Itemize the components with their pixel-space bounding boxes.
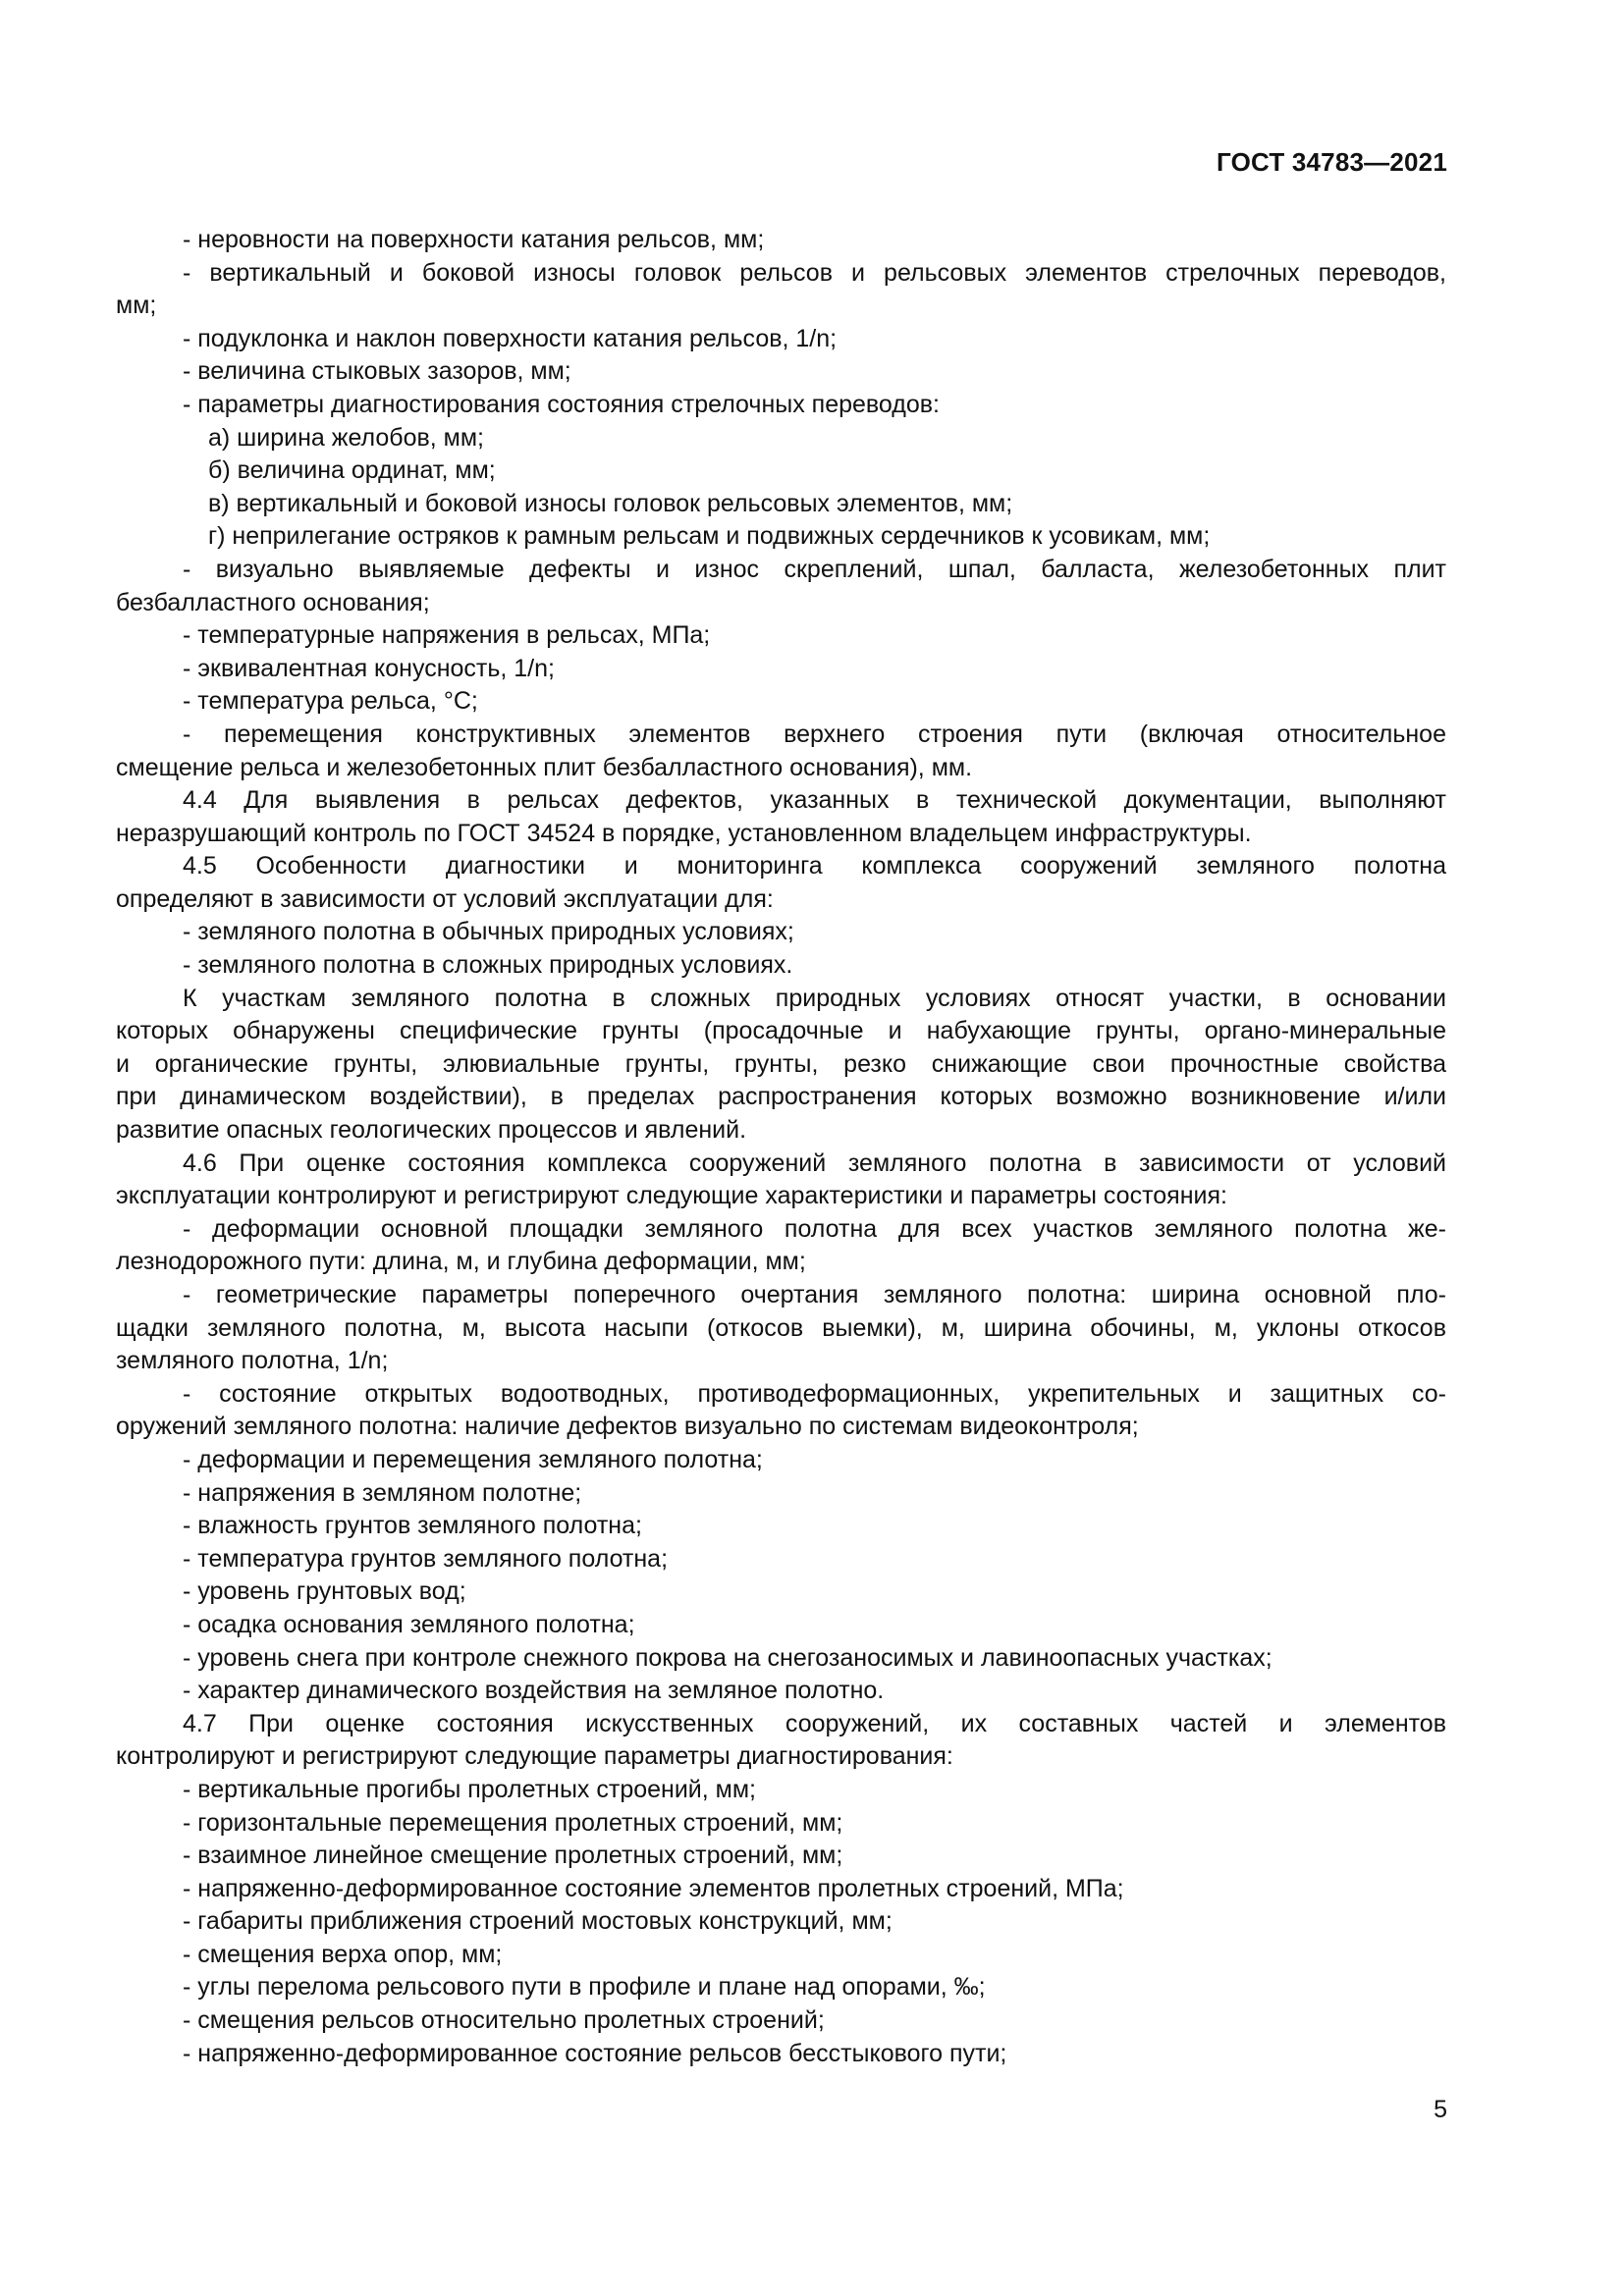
text-line: - подуклонка и наклон поверхности катания рельсов, 1/n; — [183, 324, 838, 352]
text-line: - напряженно-деформированное состояние рельсов бесстыкового пути; — [183, 2039, 1007, 2067]
text-line: смещение рельса и железобетонных плит безбалластного основания), мм. — [116, 753, 973, 781]
text-line: - геометрические параметры поперечного очертания земляного полотна: ширина основной пло- — [183, 1281, 1446, 1308]
text-line: - визуально выявляемые дефекты и износ скреплений, шпал, балласта, железобетонных плит — [183, 555, 1446, 583]
document-code-header: ГОСТ 34783—2021 — [1217, 147, 1447, 177]
text-line: - параметры диагностирования состояния стрелочных переводов: — [183, 390, 940, 418]
text-line: - смещения верха опор, мм; — [183, 1940, 503, 1968]
text-line: - габариты приближения строений мостовых конструкций, мм; — [183, 1907, 893, 1936]
text-line: - состояние открытых водоотводных, противодеформационных, укрепительных и защитных со- — [183, 1379, 1446, 1408]
text-line: - эквивалентная конусность, 1/n; — [183, 654, 555, 682]
text-line: эксплуатации контролируют и регистрируют следующие характеристики и параметры состояния: — [116, 1182, 1227, 1210]
document-body — [116, 224, 1446, 2070]
text-line: безбалластного основания; — [116, 588, 430, 616]
text-line: - смещения рельсов относительно пролетных строений; — [183, 2006, 825, 2035]
text-line: - вертикальные прогибы пролетных строений, мм; — [183, 1775, 756, 1803]
text-line: при динамическом воздействии), в пределах распространения которых возможно возникновение и/или — [116, 1083, 1446, 1111]
text-line: - напряжения в земляном полотне; — [183, 1478, 582, 1507]
text-line: 4.6 При оценке состояния комплекса сооружений земляного полотна в зависимости от условий — [183, 1148, 1446, 1177]
text-line: в) вертикальный и боковой износы головок рельсовых элементов, мм; — [208, 489, 1013, 517]
text-line: развитие опасных геологических процессов и явлений. — [116, 1116, 747, 1145]
text-line: а) ширина желобов, мм; — [208, 423, 485, 452]
text-line: - взаимное линейное смещение пролетных строений, мм; — [183, 1842, 843, 1870]
text-line: - уровень грунтовых вод; — [183, 1577, 466, 1606]
text-line: 4.7 При оценке состояния искусственных сооружений, их составных частей и элементов — [183, 1709, 1446, 1737]
text-line: - температура грунтов земляного полотна; — [183, 1544, 669, 1573]
text-line: - земляного полотна в сложных природных условиях. — [183, 951, 793, 980]
text-line: - неровности на поверхности катания рельсов, мм; — [183, 226, 765, 253]
text-line: - вертикальный и боковой износы головок рельсов и рельсовых элементов стрелочных переводов, — [183, 258, 1446, 287]
text-line: 4.4 Для выявления в рельсах дефектов, указанных в технической документации, выполняют — [183, 786, 1446, 815]
text-line: б) величина ординат, мм; — [208, 456, 496, 485]
page-number: 5 — [1434, 2096, 1447, 2123]
text-line: - величина стыковых зазоров, мм; — [183, 357, 571, 386]
text-line: - уровень снега при контроле снежного покрова на снегозаносимых и лавиноопасных участках; — [183, 1643, 1272, 1672]
text-line: лезнодорожного пути: длина, м, и глубина деформации, мм; — [116, 1248, 806, 1276]
text-line: - углы перелома рельсового пути в профиле и плане над опорами, ‰; — [183, 1973, 986, 2002]
text-line: - перемещения конструктивных элементов верхнего строения пути (включая относительное — [183, 720, 1446, 748]
text-line: которых обнаружены специфические грунты (просадочные и набухающие грунты, органо-минеральные — [116, 1017, 1446, 1045]
text-line: г) неприлегание остряков к рамным рельсам и подвижных сердечников к усовикам, мм; — [208, 522, 1211, 551]
text-line: и органические грунты, элювиальные грунты, грунты, резко снижающие свои прочностные свойства — [116, 1049, 1446, 1078]
text-line: - земляного полотна в обычных природных условиях; — [183, 918, 794, 946]
text-line: контролируют и регистрируют следующие параметры диагностирования: — [116, 1742, 953, 1771]
text-line: определяют в зависимости от условий эксплуатации для: — [116, 884, 774, 913]
text-line: - осадка основания земляного полотна; — [183, 1610, 635, 1638]
text-line: - температурные напряжения в рельсах, МПа; — [183, 621, 711, 650]
text-line: - горизонтальные перемещения пролетных строений, мм; — [183, 1808, 843, 1837]
text-line: оружений земляного полотна: наличие дефектов визуально по системам видеоконтроля; — [116, 1413, 1139, 1441]
text-line: - характер динамического воздействия на земляное полотно. — [183, 1677, 885, 1705]
text-line: 4.5 Особенности диагностики и мониторинга комплекса сооружений земляного полотна — [183, 852, 1446, 881]
text-line: мм; — [116, 292, 157, 320]
text-line: - деформации и перемещения земляного полотна; — [183, 1445, 763, 1473]
text-line: К участкам земляного полотна в сложных природных условиях относят участки, в основании — [183, 984, 1446, 1012]
text-line: - напряженно-деформированное состояние элементов пролетных строений, МПа; — [183, 1874, 1124, 1902]
text-line: - температура рельса, °С; — [183, 687, 478, 716]
text-line: - деформации основной площадки земляного полотна для всех участков земляного полотна же- — [183, 1214, 1446, 1243]
text-line: - влажность грунтов земляного полотна; — [183, 1512, 642, 1540]
text-line: неразрушающий контроль по ГОСТ 34524 в порядке, установленном владельцем инфраструктуры. — [116, 819, 1252, 847]
text-line: щадки земляного полотна, м, высота насыпи (откосов выемки), м, ширина обочины, м, уклоны откосов — [116, 1313, 1446, 1342]
text-line: земляного полотна, 1/n; — [116, 1347, 389, 1375]
